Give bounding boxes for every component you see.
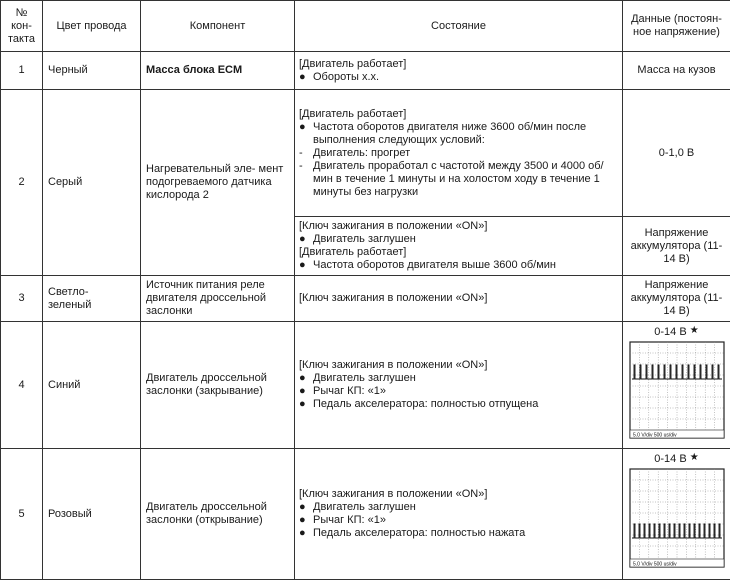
component-name: Двигатель дроссельной заслонки (закрывание) xyxy=(141,322,295,449)
bullet-mark: ● xyxy=(299,514,313,527)
state-cell xyxy=(295,52,623,90)
condition-bullet xyxy=(299,385,618,398)
state-cell xyxy=(295,217,623,276)
bullet-mark: ● xyxy=(299,71,313,84)
condition-header: [Ключ зажигания в положении «ON»] xyxy=(299,488,618,501)
bullet-text: Частота оборотов двигателя выше 3600 об/мин xyxy=(313,259,618,272)
header-data: Данные (постоян- ное напряжение) xyxy=(623,1,730,52)
condition-header: [Ключ зажигания в положении «ON»] xyxy=(299,220,618,233)
condition-header: [Ключ зажигания в положении «ON»] xyxy=(299,292,618,305)
condition-bullet xyxy=(299,71,618,84)
voltage-range: 0-14 В xyxy=(654,453,686,465)
bullet-mark: ● xyxy=(299,121,313,134)
condition-header: [Двигатель работает] xyxy=(299,58,618,71)
bullet-text: Педаль акселератора: полностью отпущена xyxy=(313,398,618,411)
contact-number: 1 xyxy=(1,52,43,90)
condition-header: [Двигатель работает] xyxy=(299,108,618,121)
contact-number: 3 xyxy=(1,276,43,322)
bullet-text: Рычаг КП: «1» xyxy=(313,385,618,398)
bullet-text: Обороты х.х. xyxy=(313,71,618,84)
oscilloscope-waveform xyxy=(629,468,725,568)
waveform-voltage xyxy=(623,326,730,339)
condition-bullet xyxy=(299,527,618,540)
component-name: Нагревательный эле- мент подогреваемого датчика кислорода 2 xyxy=(141,90,295,276)
bullet-text: Педаль акселератора: полностью нажата xyxy=(313,527,618,540)
condition-bullet xyxy=(299,147,618,160)
data-cell xyxy=(623,449,730,580)
wire-color: Серый xyxy=(43,90,141,276)
waveform-voltage xyxy=(623,453,730,466)
wire-color: Светло- зеленый xyxy=(43,276,141,322)
wire-color: Черный xyxy=(43,52,141,90)
condition-bullet xyxy=(299,398,618,411)
bullet-text: Двигатель проработал с частотой между 3500 и 4000 об/мин в течение 1 минуты и на холостом ходу в течение 1 минуты без нагрузки xyxy=(313,160,618,199)
header-component: Компонент xyxy=(141,1,295,52)
bullet-mark: ● xyxy=(299,233,313,246)
star-icon: ★ xyxy=(690,452,699,463)
table-row xyxy=(1,276,730,322)
bullet-mark: ● xyxy=(299,501,313,514)
state-cell xyxy=(295,449,623,580)
oscilloscope-waveform xyxy=(629,341,725,439)
table-row xyxy=(1,52,730,90)
bullet-mark: ● xyxy=(299,372,313,385)
contact-number: 5 xyxy=(1,449,43,580)
bullet-text: Частота оборотов двигателя ниже 3600 об/мин после выполнения следующих условий: xyxy=(313,121,618,147)
bullet-text: Рычаг КП: «1» xyxy=(313,514,618,527)
scope-caption: 5.0 V/div 500 us/div xyxy=(633,433,677,439)
bullet-text: Двигатель заглушен xyxy=(313,501,618,514)
header-state: Состояние xyxy=(295,1,623,52)
header-row xyxy=(1,1,730,52)
table-row xyxy=(1,449,730,580)
bullet-mark: ● xyxy=(299,385,313,398)
condition-bullet xyxy=(299,121,618,147)
bullet-mark: ● xyxy=(299,398,313,411)
bullet-mark: ● xyxy=(299,259,313,272)
component-name: Двигатель дроссельной заслонки (открывание) xyxy=(141,449,295,580)
condition-header: [Двигатель работает] xyxy=(299,246,618,259)
condition-bullet xyxy=(299,501,618,514)
bullet-mark: - xyxy=(299,160,313,173)
bullet-text: Двигатель: прогрет xyxy=(313,147,618,160)
data-value: Напряжение аккумулятора (11-14 В) xyxy=(623,276,730,322)
table-row xyxy=(1,322,730,449)
data-value: Напряжение аккумулятора (11-14 В) xyxy=(623,217,730,276)
condition-bullet xyxy=(299,514,618,527)
bullet-mark: - xyxy=(299,147,313,160)
condition-bullet xyxy=(299,233,618,246)
scope-caption: 5.0 V/div 500 us/div xyxy=(633,562,677,568)
component-name: Источник питания реле двигателя дроссельной заслонки xyxy=(141,276,295,322)
header-contact: № кон- такта xyxy=(1,1,43,52)
voltage-range: 0-14 В xyxy=(654,326,686,338)
header-wire-color: Цвет провода xyxy=(43,1,141,52)
contact-number: 2 xyxy=(1,90,43,276)
condition-header: [Ключ зажигания в положении «ON»] xyxy=(299,359,618,372)
condition-bullet xyxy=(299,259,618,272)
condition-bullet xyxy=(299,372,618,385)
data-cell xyxy=(623,322,730,449)
state-cell xyxy=(295,276,623,322)
data-value: 0-1,0 В xyxy=(623,90,730,217)
bullet-text: Двигатель заглушен xyxy=(313,372,618,385)
wire-color: Розовый xyxy=(43,449,141,580)
component-name: Масса блока ECM xyxy=(141,52,295,90)
star-icon: ★ xyxy=(690,325,699,336)
contact-number: 4 xyxy=(1,322,43,449)
table-row xyxy=(1,90,730,217)
wire-color: Синий xyxy=(43,322,141,449)
bullet-mark: ● xyxy=(299,527,313,540)
bullet-text: Двигатель заглушен xyxy=(313,233,618,246)
state-cell xyxy=(295,90,623,217)
condition-bullet xyxy=(299,160,618,199)
state-cell xyxy=(295,322,623,449)
data-value: Масса на кузов xyxy=(623,52,730,90)
